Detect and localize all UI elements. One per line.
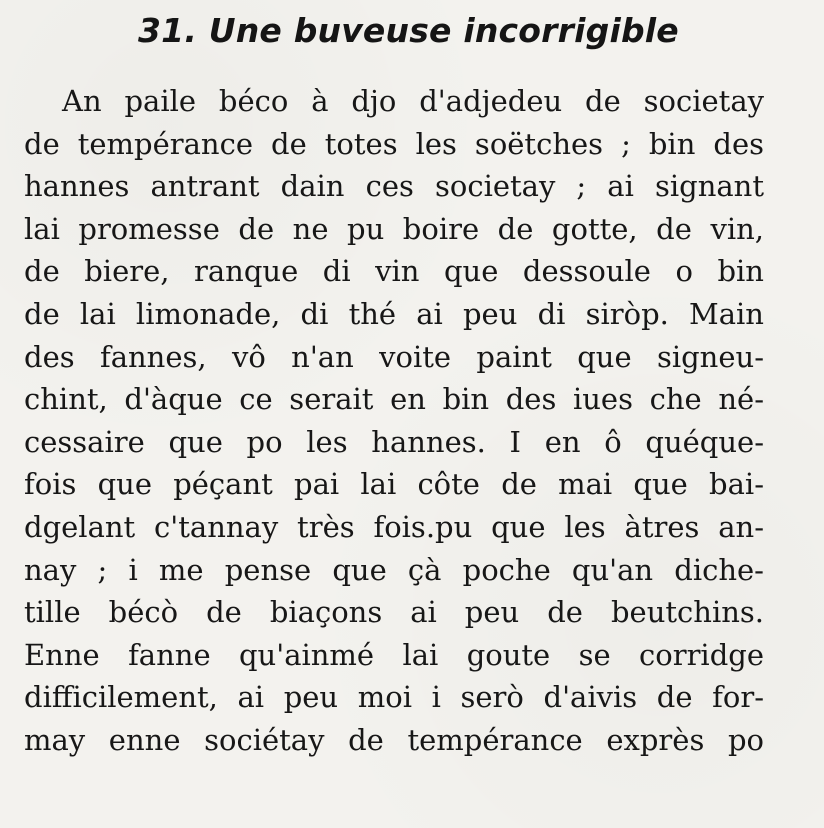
text-line-2: de tempérance de totes les soëtches ; bin des xyxy=(24,126,764,161)
text-line-10: fois que péçant pai lai côte de mai que bai- xyxy=(24,467,764,502)
page-title: 31. Une buveuse incorrigible xyxy=(138,11,679,50)
text-line-3: hannes antrant dain ces societay ; ai signant xyxy=(24,169,764,204)
text-line-4: lai promesse de ne pu boire de gotte, de vin, xyxy=(24,211,764,246)
text-line-12: nay ; i me pense que çà poche qu'an diche- xyxy=(24,552,764,587)
text-line-8: chint, d'àque ce serait en bin des iues che né- xyxy=(24,382,764,417)
text-line-14: Enne fanne qu'ainmé lai goute se corridge xyxy=(24,637,764,672)
text-line-1: An paile béco à djo d'adjedeu de societay xyxy=(62,84,764,118)
text-line-16: may enne sociétay de tempérance exprès po xyxy=(24,722,764,757)
text-line-6: de lai limonade, di thé ai peu di siròp. Main xyxy=(24,296,764,331)
body-text xyxy=(24,80,764,762)
text-line-5: de biere, ranque di vin que dessoule o bin xyxy=(24,254,764,289)
text-line-9: cessaire que po les hannes. I en ô quéque- xyxy=(24,424,764,459)
text-line-7: des fannes, vô n'an voite paint que signeu- xyxy=(24,339,764,374)
text-line-15: difficilement, ai peu moi i serò d'aivis de for- xyxy=(24,680,764,715)
text-line-11: dgelant c'tannay très fois.pu que les àtres an- xyxy=(24,509,764,544)
text-line-13: tille bécò de biaçons ai peu de beutchins. xyxy=(24,595,764,630)
